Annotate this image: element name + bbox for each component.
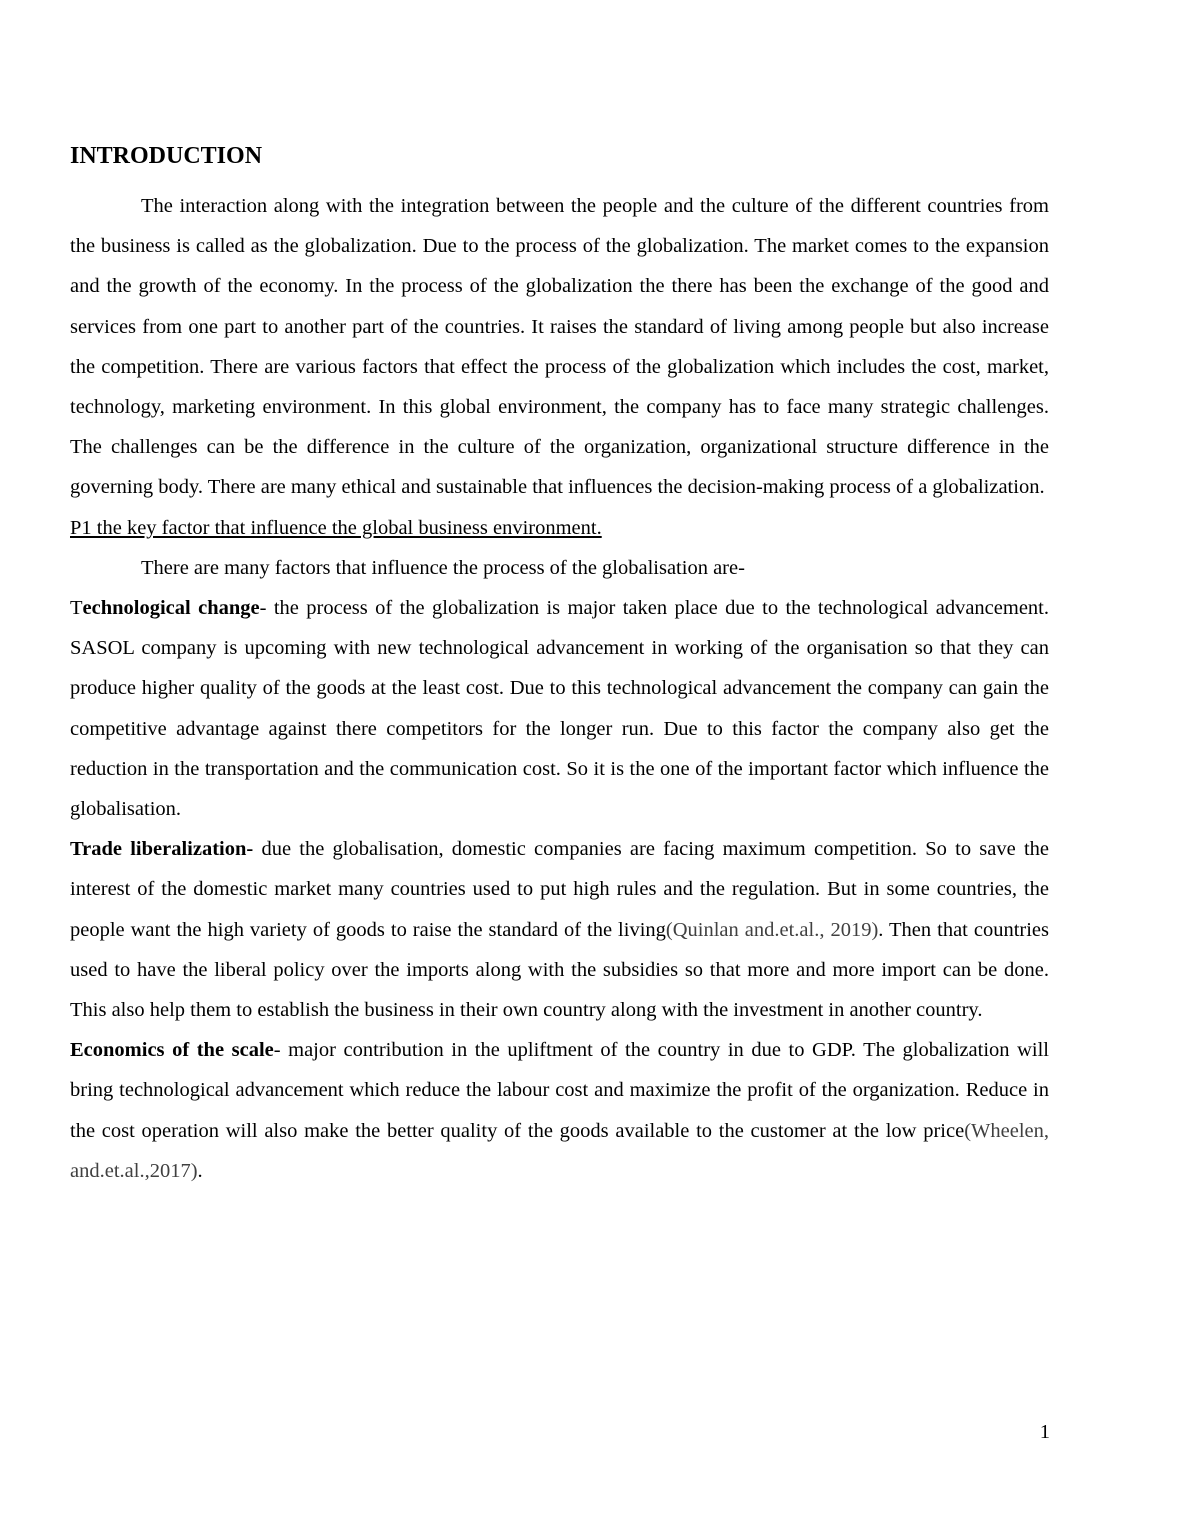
document-page [70,140,1049,1191]
factors-intro-paragraph: There are many factors that influence the process of the globalisation are- [141,556,745,579]
economics-of-scale-body-end: . [197,1159,203,1182]
economics-of-scale-term: Economics of the scale [70,1039,274,1062]
technological-change-body: - the process of the globalization is major taken place due to the technological advancement. SASOL company is upcoming with new technological advancement in working of the organisation so that they can produce higher quality of the goods at the least cost. Due to this technological advancement the company can gain the competitive advantage against there competitors for the longer run. Due to this factor the company also get the reduction in the transportation and the communication cost. So it is the one of the important factor which influence the globalisation. [70,597,1049,821]
section-heading-introduction: INTRODUCTION [70,143,263,169]
trade-liberalization-term: Trade liberalization- [70,838,254,861]
economics-of-scale-body: - major contribution in the upliftment of the country in due to GDP. The globalization will bring technological advancement which reduce the labour cost and maximize the profit of the organization. Reduce in the cost operation will also make the better quality of the goods available to the customer at the low price [70,1039,1049,1142]
technological-change-paragraph [70,588,1049,829]
trade-liberalization-body-end: . Then that countries used to have the liberal policy over the imports along with the subsidies so that more and more import can be done. This also help them to establish the business in their own country along with the investment in another country. [70,918,1050,1022]
trade-liberalization-paragraph [70,829,1049,1030]
citation-quinlan: (Quinlan and.et.al., 2019) [665,918,879,941]
technological-change-lead-letter: T [70,597,83,620]
trade-liberalization-body: due the globalisation, domestic companies are facing maximum competition. So to save the interest of the domestic market many countries used to put high rules and the regulation. But in some countries, the people want the high variety of goods to raise the standard of the living [70,838,1050,941]
subheading-p1-text: P1 the key factor that influence the global business environment. [70,516,602,539]
economics-of-scale-paragraph [70,1030,1049,1191]
citation-wheelen: (Wheelen, and.et.al.,2017) [70,1119,1049,1182]
intro-paragraph: The interaction along with the integration between the people and the culture of the different countries from the business is called as the globalization. Due to the process of the globalization. The market comes to the expansion and the growth of the economy. In the process of the globalization the there has been the exchange of the good and services from one part to another part of the countries. It raises the standard of living among people but also increase the competition. There are various factors that effect the process of the globalization which includes the cost, market, technology, marketing environment. In this global environment, the company has to face many strategic challenges. The challenges can be the difference in the culture of the organization, organizational structure difference in the governing body. There are many ethical and sustainable that influences the decision-making process of a globalization. [70,195,1049,499]
technological-change-term: echnological change [82,597,260,620]
page-number: 1 [1039,1421,1050,1443]
subheading-p1 [70,508,1049,548]
